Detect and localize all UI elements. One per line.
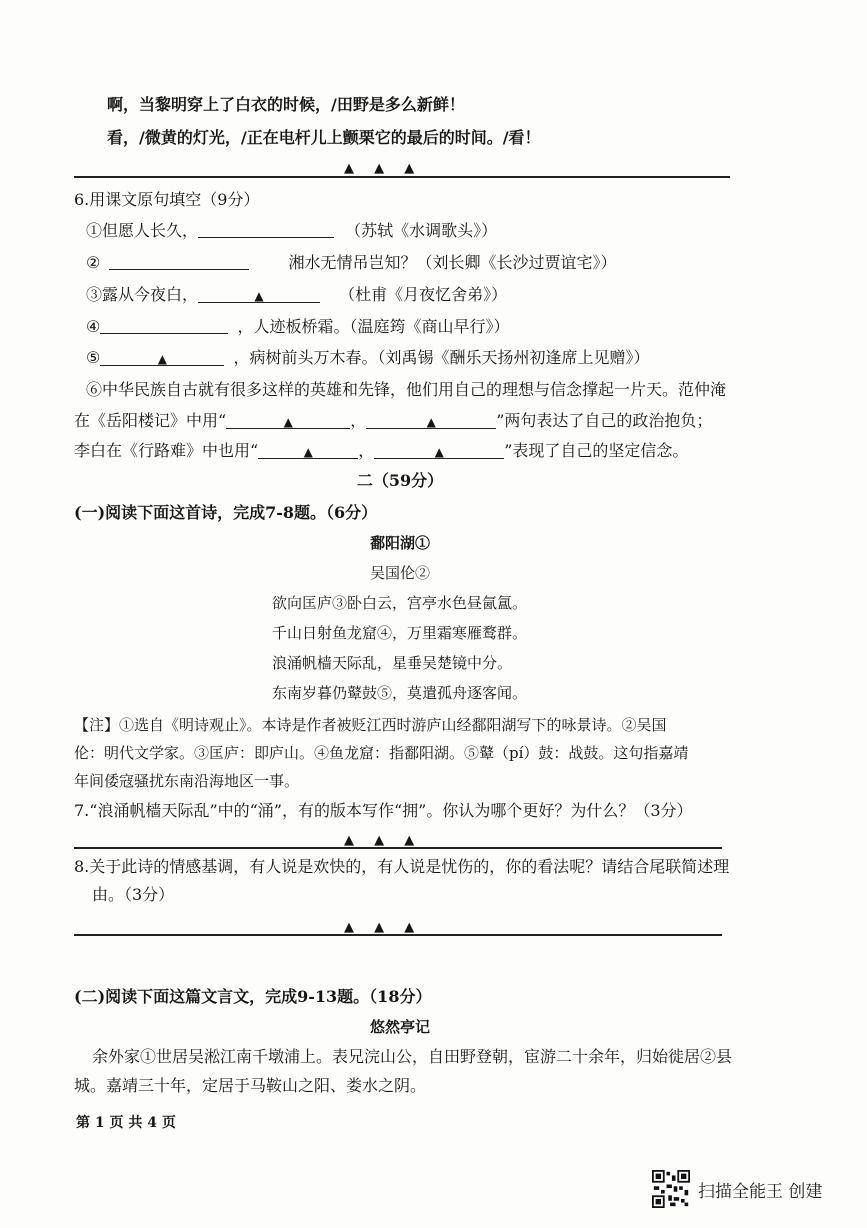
fill-blank[interactable]	[374, 442, 504, 459]
fill-blank[interactable]	[226, 412, 350, 429]
poem-excerpt-line-2: 看，/微黄的灯光，/正在电杆儿上颤栗它的最后的时间。/看！	[107, 128, 541, 147]
fill-blank[interactable]	[366, 412, 496, 429]
q6-item-1: ①但愿人长久， （苏轼《水调歌头》）	[86, 221, 498, 240]
q6-item-6-line-3: 李白在《行路难》中也用“ ▲ ， ▲ ”表现了自己的坚定信念。	[74, 441, 689, 460]
poem-note-line-2: 伦：明代文学家。③匡庐：即庐山。④鱼龙窟：指鄱阳湖。⑤鼙（pí）鼓：战鼓。这句指嘉靖	[74, 744, 689, 762]
part-b-title: (二)阅读下面这篇文言文，完成9-13题。（18分）	[74, 987, 432, 1006]
fill-blank[interactable]	[258, 442, 358, 459]
answer-marks: ▲ ▲ ▲	[344, 920, 423, 935]
fill-blank[interactable]	[100, 349, 224, 366]
scanner-watermark	[652, 1170, 822, 1208]
q6-item-2: ② 湘水无情吊岂知？（刘长卿《长沙过贾谊宅》）	[86, 253, 617, 272]
q7-text: 7.“浪涌帆樯天际乱”中的“涌”，有的版本写作“拥”。你认为哪个更好？为什么？（3分）	[74, 801, 693, 820]
blank-mark: ▲	[426, 415, 436, 429]
answer-marks: ▲ ▲ ▲	[344, 161, 423, 176]
fill-blank[interactable]	[198, 286, 320, 303]
blank-mark: ▲	[303, 445, 313, 459]
answer-line	[74, 176, 730, 178]
q6-title: 6.用课文原句填空（9分）	[74, 190, 260, 209]
fill-blank[interactable]	[109, 253, 249, 270]
essay-line-2: 城。嘉靖三十年，定居于马鞍山之阳、娄水之阴。	[74, 1076, 427, 1095]
essay-line-1: 余外家①世居吴淞江南千墩浦上。表兄浣山公，自田野登朝，宦游二十余年，归始徙居②县	[92, 1047, 733, 1066]
poem-title: 鄱阳湖①	[369, 534, 430, 552]
q8-text-line-2: 由。（3分）	[92, 885, 175, 904]
q6-item-6-line-2: 在《岳阳楼记》中用“ ▲ ， ▲ ”两句表达了自己的政治抱负；	[74, 411, 713, 430]
fill-blank[interactable]	[100, 317, 228, 334]
poem-line-2: 千山日射鱼龙窟④，万里霜寒雁鹜群。	[272, 624, 528, 642]
poem-excerpt-line-1: 啊，当黎明穿上了白衣的时候，/田野是多么新鲜！	[107, 95, 465, 114]
poem-note-line-1: 【注】①选自《明诗观止》。本诗是作者被贬江西时游庐山经鄱阳湖写下的咏景诗。②吴国	[74, 716, 667, 734]
q8-text-line-1: 8.关于此诗的情感基调，有人说是欢快的，有人说是忧伤的，你的看法呢？请结合尾联简述理	[74, 857, 730, 876]
poem-line-1: 欲向匡庐③卧白云，宫亭水色昼氤氲。	[272, 594, 528, 612]
poem-note-line-3: 年间倭寇骚扰东南沿海地区一事。	[74, 772, 300, 790]
part-a-title: (一)阅读下面这首诗，完成7-8题。（6分）	[74, 503, 378, 522]
qr-code-icon	[652, 1170, 690, 1208]
q6-item-4: ④ ，人迹板桥霜。（温庭筠《商山早行》）	[86, 317, 510, 336]
answer-line	[74, 934, 722, 936]
poem-line-4: 东南岁暮仍鼙鼓⑤，莫遣孤舟逐客闻。	[272, 684, 528, 702]
blank-mark: ▲	[157, 352, 167, 366]
poem-line-3: 浪涌帆樯天际乱，星垂吴楚镜中分。	[272, 654, 513, 672]
blank-mark: ▲	[283, 415, 293, 429]
scanner-watermark-text: 扫描全能王 创建	[698, 1181, 823, 1202]
q6-item-5: ⑤ ▲ ，病树前头万木春。（刘禹锡《酬乐天扬州初逢席上见赠》）	[86, 348, 650, 367]
section-2-title: 二（59分）	[356, 471, 444, 490]
q6-item-6-line-1: ⑥中华民族自古就有很多这样的英雄和先锋，他们用自己的理想与信念撑起一片天。范仲淹	[86, 380, 727, 399]
blank-mark: ▲	[434, 445, 444, 459]
blank-mark: ▲	[254, 289, 264, 303]
poem-author: 吴国伦②	[369, 564, 430, 582]
answer-line	[74, 847, 722, 849]
page-number: 第 1 页 共 4 页	[76, 1115, 176, 1131]
essay-title: 悠然亭记	[369, 1018, 430, 1036]
fill-blank[interactable]	[198, 221, 334, 238]
answer-marks: ▲ ▲ ▲	[344, 833, 423, 848]
q6-item-3: ③露从今夜白， ▲ （杜甫《月夜忆舍弟》）	[86, 285, 508, 304]
